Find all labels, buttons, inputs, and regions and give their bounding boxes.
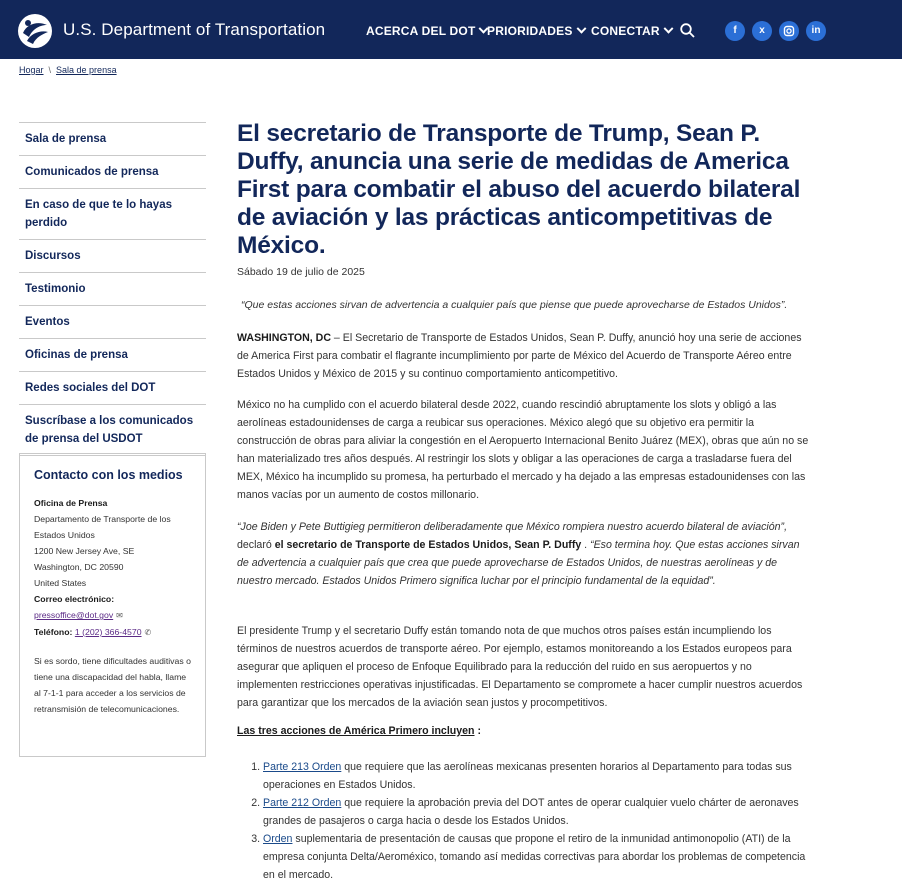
actions-subheading: Las tres acciones de América Primero incluyen : (237, 725, 481, 737)
paragraph-2: México no ha cumplido con el acuerdo bilateral desde 2022, cuando rescindió abruptamente los slots y obligó a las aerolíneas estadounidenses de carga a reubicar sus operaciones. México alegó que su objetivo era permitir la construcción de obras para aliviar la congestión en el Aeropuerto Internacional Benito Juárez (MEX), obras que aún no se han materializado tres años después. Al restringir los slots y obligar a las operaciones de carga a trasladarse fuera del MEX, México ha incumplido su promesa, ha perturbado el mercado y ha dejado a las empresas estadounidenses con las manos vacías por un aumento de costos millonario. (237, 399, 809, 501)
contact-email-label: Correo electrónico: (34, 594, 115, 604)
pull-quote: “Que estas acciones sirvan de advertencia a cualquier país que piense que puede aprovecharse de Estados Unidos”. (241, 299, 788, 311)
contact-email-link[interactable]: pressoffice@dot.gov (34, 610, 114, 620)
page-title: El secretario de Transporte de Trump, Sean P. Duffy, anuncia una serie de medidas de America First para combatir el abuso del acuerdo bilateral de aviación y las prácticas anticompetitivas de México. (237, 120, 801, 259)
list-item: 2. Parte 212 Orden que requiere la aprobación previa del DOT antes de operar cualquier vuelo chárter de aeronaves grandes de pasajeros o carga hacia o desde los Estados Unidos. (263, 794, 811, 830)
sidebar-item-oficinas[interactable]: Oficinas de prensa (19, 338, 206, 371)
linkedin-icon[interactable]: in (806, 21, 826, 41)
search-icon[interactable] (680, 23, 695, 38)
parte-212-link[interactable]: Parte 212 Orden (263, 797, 342, 809)
breadcrumb-home[interactable]: Hogar (19, 65, 44, 75)
instagram-icon[interactable] (779, 21, 799, 41)
breadcrumb-current[interactable]: Sala de prensa (56, 65, 117, 75)
contact-country: United States (34, 578, 87, 588)
sidebar-item-testimonio[interactable]: Testimonio (19, 272, 206, 305)
contact-phone-label: Teléfono: (34, 627, 73, 637)
x-twitter-icon[interactable]: x (752, 21, 772, 41)
sidebar-item-comunicados[interactable]: Comunicados de prensa (19, 155, 206, 188)
sidebar-item-eventos[interactable]: Eventos (19, 305, 206, 338)
mail-icon: ✉ (116, 611, 123, 620)
breadcrumb: Hogar \ Sala de prensa (19, 65, 117, 75)
site-header (0, 0, 902, 59)
sidebar-item-suscribase[interactable]: Suscríbase a los comunicados de prensa del USDOT (19, 404, 206, 456)
dot-logo-icon[interactable] (17, 13, 53, 49)
contact-accessibility-note: Si es sordo, tiene dificultades auditivas o tiene una discapacidad del habla, llame al 7-1-1 para acceder a los servicios de retransmisión de telecomunicaciones. (34, 656, 191, 714)
media-contact-box (19, 453, 206, 757)
sidebar-item-en-caso[interactable]: En caso de que te lo hayas perdido (19, 188, 206, 239)
phone-icon: ✆ (144, 628, 152, 637)
chevron-down-icon (576, 24, 586, 34)
contact-title: Contacto con los medios (34, 468, 183, 482)
orden-link[interactable]: Orden (263, 833, 293, 845)
parte-213-link[interactable]: Parte 213 Orden (263, 761, 342, 773)
nav-conectar[interactable]: CONECTAR (591, 24, 672, 38)
list-item: 3. Orden suplementaria de presentación de causas que propone el retiro de la inmunidad antimonopolio (ATI) de la empresa conjunta Delta/Aeroméxico, tomando así medidas correctivas para abordar los problemas de competencia en el mercado. (263, 830, 811, 884)
contact-phone-link[interactable]: 1 (202) 366-4570 (74, 627, 142, 637)
paragraph-1: WASHINGTON, DC – El Secretario de Transporte de Estados Unidos, Sean P. Duffy, anunció hoy una serie de acciones de America First para combatir el flagrante incumplimiento por parte de México del Acuerdo de Transporte Aéreo entre Estados Unidos y México de 2015 y su continuo comportamiento anticompetitivo. (237, 332, 802, 380)
paragraph-3: “Joe Biden y Pete Buttigieg permitieron deliberadamente que México rompiera nuestro acuerdo bilateral de aviación”, declaró el secretario de Transporte de Estados Unidos, Sean P. Duffy . “Eso termina hoy. Que estas acciones sirvan de advertencia a cualquier país que crea que puede aprovecharse de Estados Unidos, de nuestras aerolíneas y de nuestro mercado. Estados Unidos Primero significa luchar por el principio fundamental de la equidad”. (237, 521, 800, 587)
sidebar-item-redes[interactable]: Redes sociales del DOT (19, 371, 206, 404)
contact-address-1: 1200 New Jersey Ave, SE (34, 546, 135, 556)
sidebar-item-sala-de-prensa[interactable]: Sala de prensa (19, 122, 206, 155)
contact-office: Oficina de Prensa (34, 498, 108, 508)
side-navigation (19, 122, 206, 456)
list-item: 1. Parte 213 Orden que requiere que las aerolíneas mexicanas presenten horarios al Departamento para todas sus operaciones en Estados Unidos. (263, 758, 811, 794)
facebook-icon[interactable]: f (725, 21, 745, 41)
paragraph-4: El presidente Trump y el secretario Duffy están tomando nota de que muchos otros países están incumpliendo los términos de nuestros acuerdos de transporte aéreo. Por ejemplo, estamos monitoreando a los Estados europeos para asegurar que apliquen el proceso de Enfoque Equilibrado para la reducción del ruido en sus aeropuertos y no implementen restricciones operativas injustificadas. El Departamento se compromete a hacer cumplir nuestros acuerdos para garantizar que los mercados de la aviación sean justos y procompetitivos. (237, 625, 803, 709)
chevron-down-icon (663, 24, 673, 34)
contact-dept: Departamento de Transporte de los Estados Unidos (34, 514, 171, 540)
article-header (237, 120, 817, 260)
sidebar-item-discursos[interactable]: Discursos (19, 239, 206, 272)
nav-prioridades[interactable]: PRIORIDADES (487, 24, 585, 38)
site-brand[interactable]: U.S. Department of Transportation (63, 20, 326, 39)
contact-address-2: Washington, DC 20590 (34, 562, 124, 572)
nav-acerca[interactable]: ACERCA DEL DOT (366, 24, 487, 38)
actions-list (251, 758, 811, 884)
article-date: Sábado 19 de julio de 2025 (237, 266, 365, 278)
